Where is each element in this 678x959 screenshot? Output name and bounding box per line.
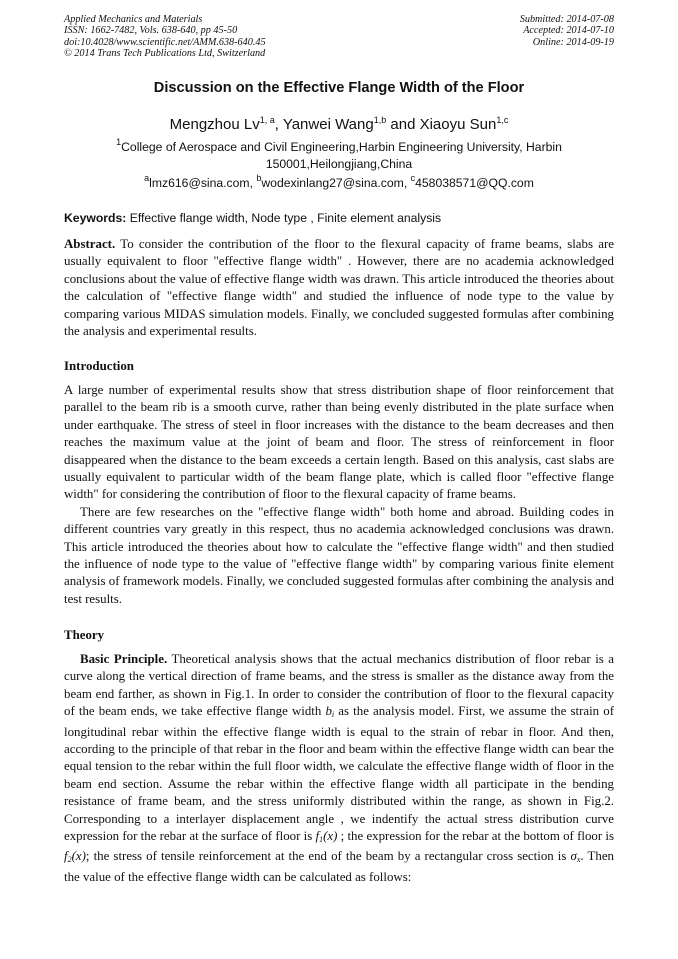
- math-var: σ: [570, 849, 577, 864]
- math-subscript: 2: [67, 855, 72, 865]
- text-run: ; the stress of tensile reinforcement at the end of the beam by a rectangular cross section is: [85, 849, 571, 864]
- author-separator: and: [386, 116, 420, 133]
- math-arg: (x): [323, 829, 338, 844]
- email-link[interactable]: 458038571@QQ.com: [415, 176, 534, 190]
- journal-name: Applied Mechanics and Materials: [64, 14, 203, 25]
- math-subscript: 1: [319, 835, 324, 845]
- abstract: [64, 236, 614, 340]
- email-mark: a: [144, 173, 150, 183]
- text-run: Theoretical analysis shows that the actual mechanics distribution of floor rebar is a curve along the vertical direction of frame beams, and the stress is smaller as the distance away from the beam end farther, as shown in Fig.1. In order to consider the contribution of floor to the flexural capacity of the beam ends, we take effective flange width: [64, 652, 614, 719]
- author-separator: ,: [274, 116, 283, 133]
- math-arg: (x): [71, 849, 86, 864]
- theory-body: [64, 651, 614, 886]
- paragraph: There are few researches on the "effective flange width" both home and abroad. Building codes in different countries vary greatly in this respect, thus no academia acknowledged conclusions was drawn. This article introduced the theories about how to calculate the "effective flange width" and then studied the influence of node type to the value of "effective flange width" by comparing various finite element analysis of framework models. Finally, we concluded suggested formulas after combining the analysis and test results.: [64, 504, 614, 606]
- submitted-date: Submitted: 2014-07-08: [519, 14, 614, 25]
- journal-doi: doi:10.4028/www.scientific.net/AMM.638-640.45: [64, 36, 266, 48]
- online-date: Online: 2014-09-19: [532, 36, 614, 48]
- journal-issn: ISSN: 1662-7482, Vols. 638-640, pp 45-50: [64, 25, 238, 37]
- keywords-label: Keywords:: [64, 211, 127, 225]
- math-symbol: [64, 849, 86, 863]
- math-symbol: [571, 849, 581, 863]
- affiliation-text: College of Aerospace and Civil Engineering,Harbin Engineering University, Harbin 150001,Heilongjiang,China: [121, 140, 562, 171]
- introduction-body: [64, 382, 614, 608]
- email-link[interactable]: lmz616@sina.com,: [149, 176, 257, 190]
- paper-title: Discussion on the Effective Flange Width of the Floor: [153, 80, 525, 96]
- abstract-label: Abstract.: [64, 237, 116, 251]
- author-affil-mark: 1,c: [496, 115, 509, 125]
- author-affil-mark: 1, a: [259, 115, 275, 125]
- author-list: [0, 116, 678, 133]
- math-subscript: i: [331, 710, 335, 720]
- subsection-label: Basic Principle.: [80, 652, 168, 666]
- math-var: f: [315, 829, 320, 844]
- affiliation-mark: 1: [116, 137, 122, 147]
- email-mark: c: [410, 173, 416, 183]
- section-heading-theory: Theory: [64, 628, 105, 642]
- keywords: [64, 211, 624, 225]
- author-emails: [0, 173, 678, 190]
- math-symbol: [315, 829, 337, 843]
- author-name: Mengzhou Lv: [169, 116, 260, 133]
- math-var: b: [325, 704, 332, 719]
- text-run: ; the expression for the rebar at the bottom of floor is: [337, 829, 614, 844]
- section-heading-introduction: Introduction: [64, 359, 134, 373]
- text-run: as the analysis model. First, we assume the strain of longitudinal rebar within the effective flange width is equal to the strain of rebar in floor. And then, according to the principle of that rebar in the floor and beam within the effective flange width can bear the equal tension to the rebar within the full floor width, we calculate the effective flange width of floor in the beam end section. Assume the rebar within the effective flange width all participate in the bending resistance of frame beam, and the stress uniformly distributed within the range, as shown in Fig.2. Corresponding to a interlayer displacement angle , we indentify the actual stress distribution curve expression for the rebar at the surface of floor is: [64, 704, 614, 844]
- math-symbol: [325, 704, 334, 718]
- email-mark: b: [256, 173, 262, 183]
- author-name: Yanwei Wang: [282, 116, 374, 133]
- abstract-text: To consider the contribution of the floor to the flexural capacity of frame beams, slabs are usually equivalent to floor "effective flange width" . However, there are no academia acknowledged conclusions about the value of effective flange width was drawn. This article introduced the theories about the calculation of "effective flange width" and studied the influence of node type to the value by comparing various MIDAS simulation models. Finally, we concluded suggested formulas after combining the analysis and experimental results.: [64, 237, 614, 339]
- email-link[interactable]: wodexinlang27@sina.com,: [261, 176, 411, 190]
- affiliation: [100, 139, 578, 173]
- accepted-date: Accepted: 2014-07-10: [523, 25, 614, 37]
- journal-header-left: [64, 14, 266, 60]
- math-subscript: x: [576, 855, 581, 865]
- paragraph: A large number of experimental results show that stress distribution shape of floor reinforcement that parallel to the beam rib is a smooth curve, rather than being evenly distributed in the plate surface when under earthquake. The stress of steel in floor increases with the distance to the beam decreases and then reaches the maximum value at the joint of beam and floor. The stress of reinforcement in floor disappeared when the distance to the beam exceeds a certain length. Based on this analysis, cast slabs are usually equivalent to particular width of the beam flange plate, which is called floor "effective flange width" for considering the contribution of floor to the flexural capacity of frame beams.: [64, 383, 614, 502]
- keywords-text: Effective flange width, Node type , Finite element analysis: [126, 211, 442, 225]
- journal-header-right: [520, 14, 614, 48]
- math-var: f: [64, 849, 68, 864]
- journal-copyright: © 2014 Trans Tech Publications Ltd, Switzerland: [64, 48, 266, 60]
- author-affil-mark: 1,b: [373, 115, 387, 125]
- author-name: Xiaoyu Sun: [419, 116, 497, 133]
- paragraph: [64, 651, 614, 886]
- text-run: . Then the value of the effective flange width can be calculated as follows:: [64, 849, 614, 884]
